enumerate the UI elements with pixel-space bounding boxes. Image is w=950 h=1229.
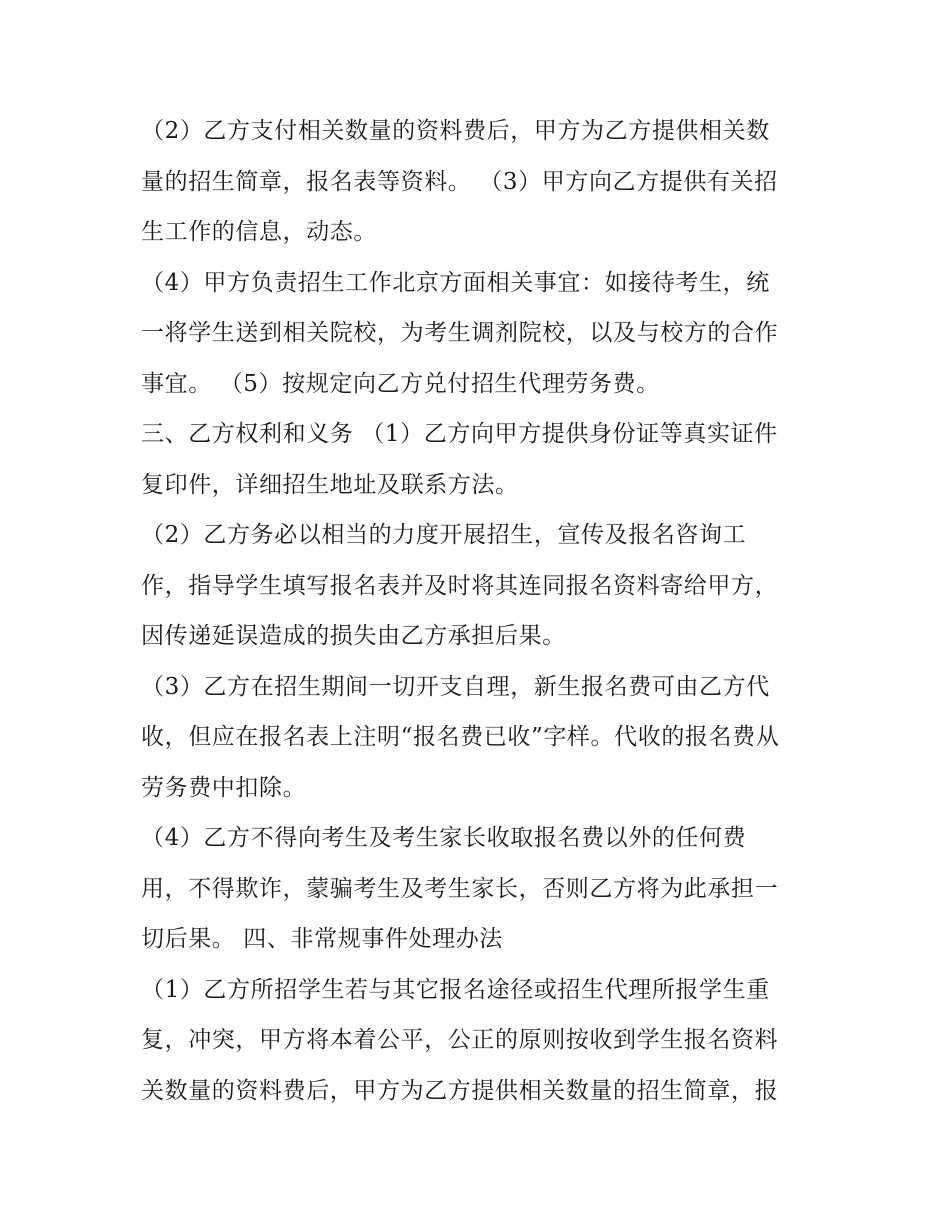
text-line: 劳务费中扣除。 (141, 774, 307, 801)
text-line: （4）乙方不得向考生及考生家长收取报名费以外的任何费 (141, 825, 747, 851)
text-line: （2）乙方务必以相当的力度开展招生，宣传及报名咨询工 (141, 522, 747, 548)
text-line: 事宜。 （5）按规定向乙方兑付招生代理劳务费。 (141, 370, 660, 397)
text-line: 作，指导学生填写报名表并及时将其连同报名资料寄给甲方， (141, 572, 779, 599)
document-body (141, 106, 821, 1116)
text-line: 量的招生简章，报名表等资料。 （3）甲方向乙方提供有关招 (141, 168, 778, 195)
text-line: （4）甲方负责招生工作北京方面相关事宜：如接待考生，统 (141, 269, 770, 296)
text-line: 用，不得欺诈，蒙骗考生及考生家长，否则乙方将为此承担一 (141, 875, 779, 902)
text-line: 关数量的资料费后，甲方为乙方提供相关数量的招生简章，报 (141, 1077, 779, 1104)
text-line: 生工作的信息，动态。 (141, 219, 377, 245)
text-line: （1）乙方所招学生若与其它报名途径或招生代理所报学生重 (141, 976, 770, 1003)
text-line: （2）乙方支付相关数量的资料费后，甲方为乙方提供相关数 (141, 118, 770, 144)
text-line: 三、乙方权利和义务 （1）乙方向甲方提供身份证等真实证件 (141, 421, 778, 447)
text-line: 一将学生送到相关院校，为考生调剂院校，以及与校方的合作 (141, 320, 779, 346)
text-line: 收，但应在报名表上注明“报名费已收”字样。代收的报名费从 (141, 724, 780, 750)
text-line: 复印件，详细招生地址及联系方法。 (141, 471, 519, 498)
text-line: 复，冲突，甲方将本着公平，公正的原则按收到学生报名资料 (141, 1027, 779, 1053)
text-line: （3）乙方在招生期间一切开支自理，新生报名费可由乙方代 (141, 673, 770, 700)
text-line: 切后果。 四、非常规事件处理办法 (141, 926, 503, 952)
text-line: 因传递延误造成的损失由乙方承担后果。 (141, 623, 566, 649)
